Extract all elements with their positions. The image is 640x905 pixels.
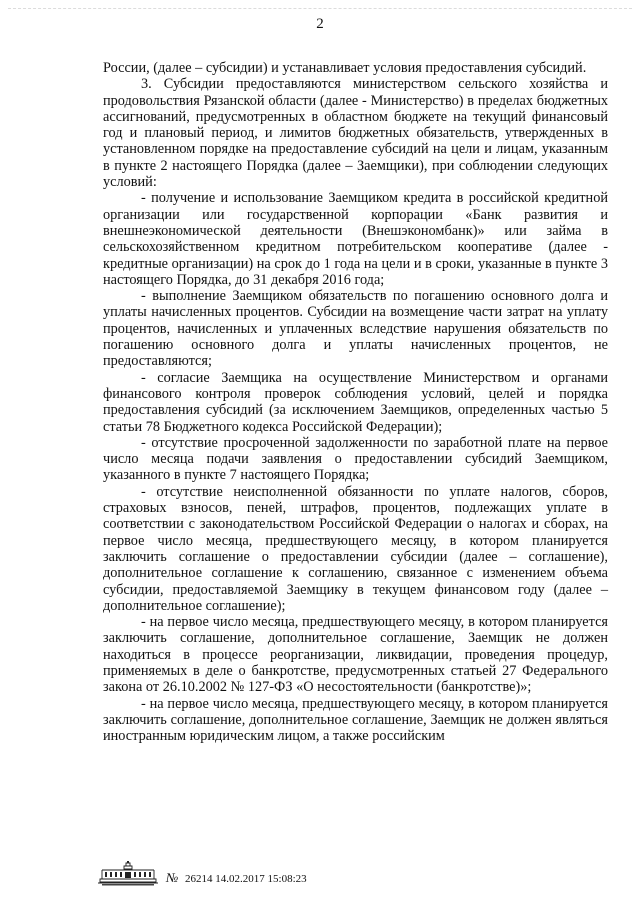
registration-datetime: 14.02.2017 15:08:23 <box>215 873 307 885</box>
document-body <box>103 60 608 744</box>
page-number: 2 <box>316 16 324 32</box>
paragraph: - отсутствие неисполненной обязанности по уплате налогов, сборов, страховых взносов, пеней, штрафов, процентов, подлежащих уплате в соответствии с законодательством Российской Федерации о налогах и сборах, на первое число месяца, предшествующего месяцу, в котором планируется заключить соглашение о предоставлении субсидии (далее – соглашение), дополнительное соглашение к соглашению, связанное с изменением объема субсидии, предоставляемой Заемщику в текущем финансовом году (далее – дополнительное соглашение); <box>103 483 608 614</box>
paragraph: России, (далее – субсидии) и устанавливает условия предоставления субсидий. <box>103 60 587 76</box>
paragraph: - согласие Заемщика на осуществление Министерством и органами финансового контроля проверок соблюдения условий, целей и порядка предоставления субсидий (за исключением Заемщиков, определенных частью 5 статьи 78 Бюджетного кодекса Российской Федерации); <box>103 369 608 435</box>
paragraph: 3. Субсидии предоставляются министерством сельского хозяйства и продовольствия Рязанской области (далее - Министерство) в пределах бюджетных ассигнований, предусмотренных в областном бюджете на текущий финансовый год и плановый период, и лимитов бюджетных обязательств, утвержденных в установленном порядке на предоставление субсидий на цели и лицам, указанным в пункте 2 настоящего Порядка (далее – Заемщики), при соблюдении следующих условий: <box>103 76 608 191</box>
number-sign: № <box>166 870 179 885</box>
scan-header-marks <box>8 8 632 11</box>
registration-stamp <box>166 870 307 886</box>
paragraph: - отсутствие просроченной задолженности по заработной плате на первое число месяца подачи заявления о предоставлении субсидий Заемщиком, указанного в пункте 7 настоящего Порядка; <box>103 434 608 484</box>
paragraph: - выполнение Заемщиком обязательств по погашению основного долга и уплаты начисленных процентов. Субсидии на возмещение части затрат на уплату процентов, начисленных и уплаченных вследствие нарушения обязательств по погашению основного долга и уплаты начисленных процентов, не предоставляются; <box>103 288 608 370</box>
building-seal-icon <box>96 860 160 886</box>
paragraph: - на первое число месяца, предшествующего месяцу, в котором планируется заключить соглашение, дополнительное соглашение, Заемщик не должен являться иностранным юридическим лицом, а также российским <box>103 695 608 745</box>
document-footer <box>96 860 516 890</box>
paragraph: - на первое число месяца, предшествующего месяцу, в котором планируется заключить соглашение, дополнительное соглашение, Заемщик не должен находиться в процессе реорганизации, ликвидации, проведения процедур, применяемых в деле о банкротстве, предусмотренных статьей 27 Федерального закона от 26.10.2002 № 127-ФЗ «О несостоятельности (банкротстве)»; <box>103 614 608 696</box>
paragraph: - получение и использование Заемщиком кредита в российской кредитной организации или государственной корпорации «Банк развития и внешнеэкономической деятельности (Внешэкономбанк)» или займа в сельскохозяйственном кредитном потребительском кооперативе (далее - кредитные организации) на срок до 1 года на цели и в сроки, указанные в пункте 3 настоящего Порядка, до 31 декабря 2016 года; <box>103 190 608 288</box>
document-number: 26214 <box>185 873 213 885</box>
